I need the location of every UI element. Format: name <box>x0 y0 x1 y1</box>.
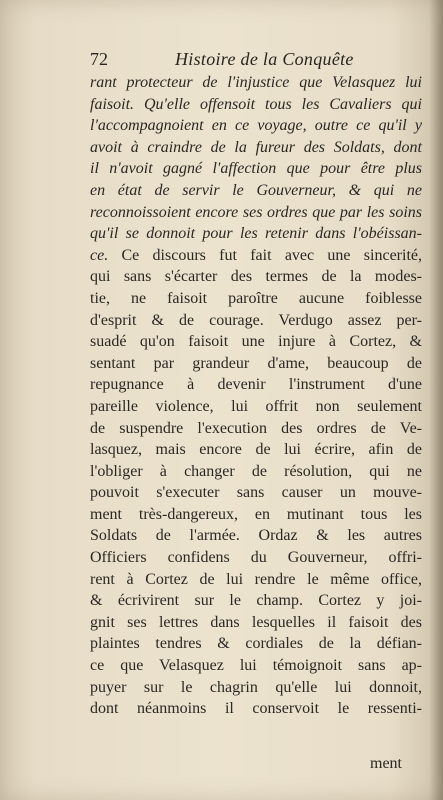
text-line: d'esprit & de courage. Verdugo assez per- <box>90 311 422 329</box>
roman-fragment: Ce discours fut fait avec une sincerité, <box>108 246 422 264</box>
text-line: Soldats de l'armée. Ordaz & les autres <box>90 527 422 545</box>
text-line: lasquez, mais encore de lui écrire, afin de <box>90 441 422 459</box>
text-line: faisoit. Qu'elle offensoit tous les Cavaliers qui <box>90 95 422 113</box>
text-line: qu'il se donnoit pour les retenir dans l'obéissan- <box>90 225 422 243</box>
text-line: reconnoissoient encore ses ordres que par les soins <box>90 203 422 221</box>
text-line: qui sans s'écarter des termes de la modes- <box>90 268 422 286</box>
catchword: ment <box>370 755 402 772</box>
text-line: l'accompagnoient en ce voyage, outre ce qu'il y <box>90 117 422 135</box>
text-line: ment très-dangereux, en mutinant tous les <box>90 505 422 523</box>
running-header <box>90 49 420 73</box>
page-number: 72 <box>90 49 108 69</box>
body-text <box>90 72 422 720</box>
text-line: pareille violence, lui offrit non seulement <box>90 397 422 415</box>
text-line: de suspendre l'execution des ordres de Ve- <box>90 419 422 437</box>
text-line: rent à Cortez de lui rendre le même office, <box>90 570 422 588</box>
text-line: plaintes tendres & cordiales de la défian- <box>90 635 422 653</box>
text-line: pouvoit s'executer sans causer un mouve- <box>90 484 422 502</box>
text-line: sentant par grandeur d'ame, beaucoup de <box>90 354 422 372</box>
text-line: Officiers confidens du Gouverneur, offri- <box>90 549 422 567</box>
text-line: ce que Velasquez lui témoignoit sans ap- <box>90 657 422 675</box>
text-line: il n'avoit gagné l'affection que pour être plus <box>90 160 422 178</box>
running-title: Histoire de la Conquête <box>175 49 354 69</box>
page-gutter-shadow <box>429 0 443 800</box>
text-line: suadé qu'on faisoit une injure à Cortez, & <box>90 333 422 351</box>
text-line: rant protecteur de l'injustice que Velasquez lui <box>90 74 422 91</box>
text-line: avoit à craindre de la fureur des Soldats, dont <box>90 138 422 156</box>
text-line: dont néanmoins il conservoit le ressenti- <box>90 700 422 718</box>
text-line: repugnance à devenir l'instrument d'une <box>90 376 422 394</box>
text-line <box>90 245 422 267</box>
text-line: tie, ne faisoit paroître aucune foiblesse <box>90 289 422 307</box>
text-line: & écrivirent sur le champ. Cortez y joi- <box>90 592 422 610</box>
italic-fragment: ce. <box>90 246 109 264</box>
text-line: gnit ses lettres dans lesquelles il faisoit des <box>90 613 422 631</box>
text-line: en état de servir le Gouverneur, & qui ne <box>90 181 422 199</box>
text-line: l'obliger à changer de résolution, qui ne <box>90 462 422 480</box>
text-line: puyer sur le chagrin qu'elle lui donnoit, <box>90 678 422 696</box>
